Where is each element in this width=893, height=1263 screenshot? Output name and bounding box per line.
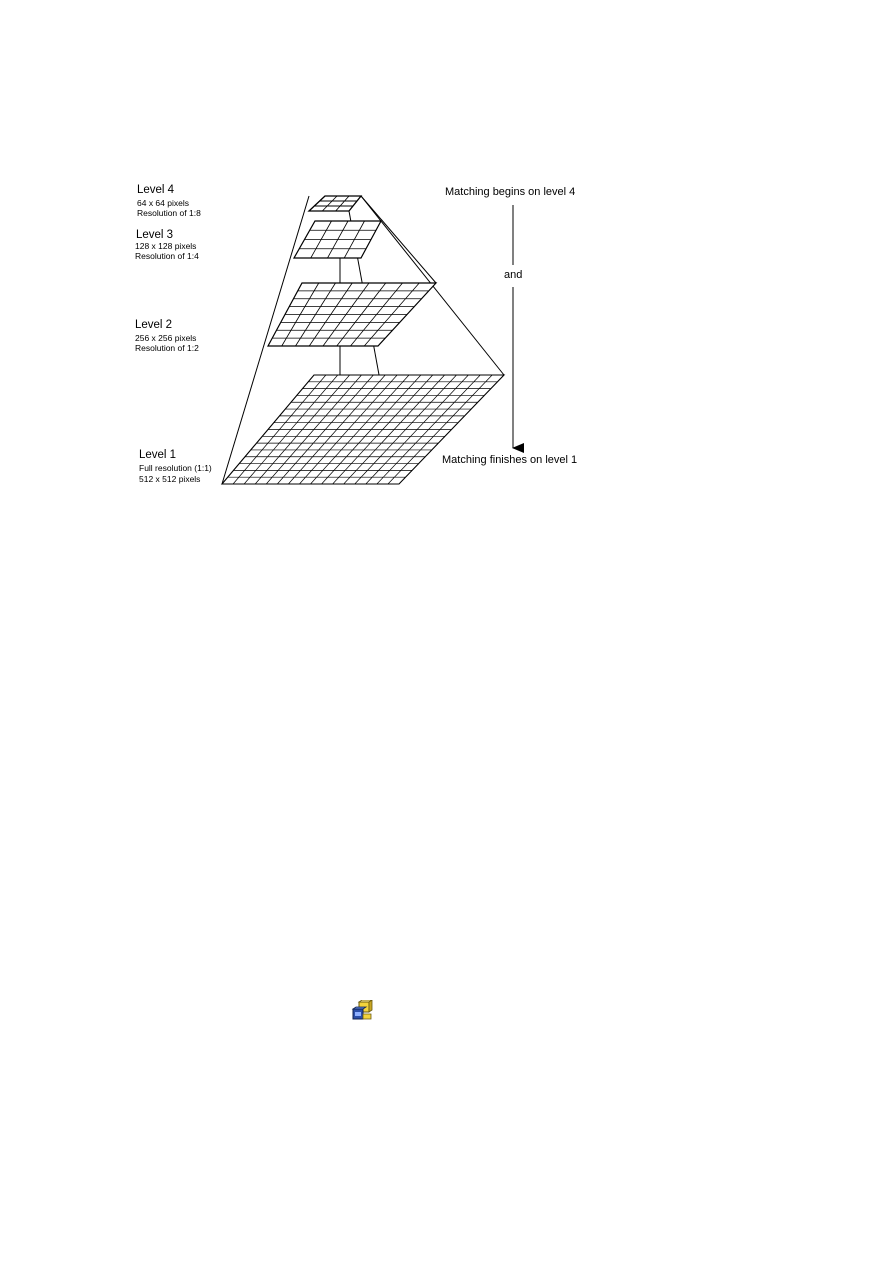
level-4-title: Level 4 <box>137 184 175 196</box>
level-1-plane-group <box>222 375 504 484</box>
level-2-title: Level 2 <box>135 319 173 331</box>
level-2-resolution: Resolution of 1:2 <box>135 343 199 353</box>
level-4-size: 64 x 64 pixels <box>137 198 189 208</box>
level-4-label <box>137 184 201 218</box>
level-3-resolution: Resolution of 1:4 <box>135 251 199 261</box>
level-2-label <box>135 319 199 353</box>
level-2-size: 256 x 256 pixels <box>135 333 197 343</box>
level-2-plane-group <box>268 283 436 346</box>
and-label: and <box>504 269 523 281</box>
pyramid-edge <box>361 196 436 283</box>
level-1-label <box>139 449 212 484</box>
level-3-label <box>135 229 199 261</box>
level-4-plane-group <box>309 196 361 211</box>
level-1-resolution: Full resolution (1:1) <box>139 463 212 473</box>
level-1-size: 512 x 512 pixels <box>139 474 201 484</box>
matching-finishes-label: Matching finishes on level 1 <box>442 454 578 466</box>
level-3-size: 128 x 128 pixels <box>135 241 197 251</box>
matching-begins-label: Matching begins on level 4 <box>445 186 576 198</box>
level-4-resolution: Resolution of 1:8 <box>137 208 201 218</box>
level-3-title: Level 3 <box>136 229 174 241</box>
level-1-title: Level 1 <box>139 449 177 461</box>
application-icon <box>351 1000 373 1022</box>
level-grids <box>222 196 504 484</box>
level-3-plane-group <box>294 221 381 258</box>
